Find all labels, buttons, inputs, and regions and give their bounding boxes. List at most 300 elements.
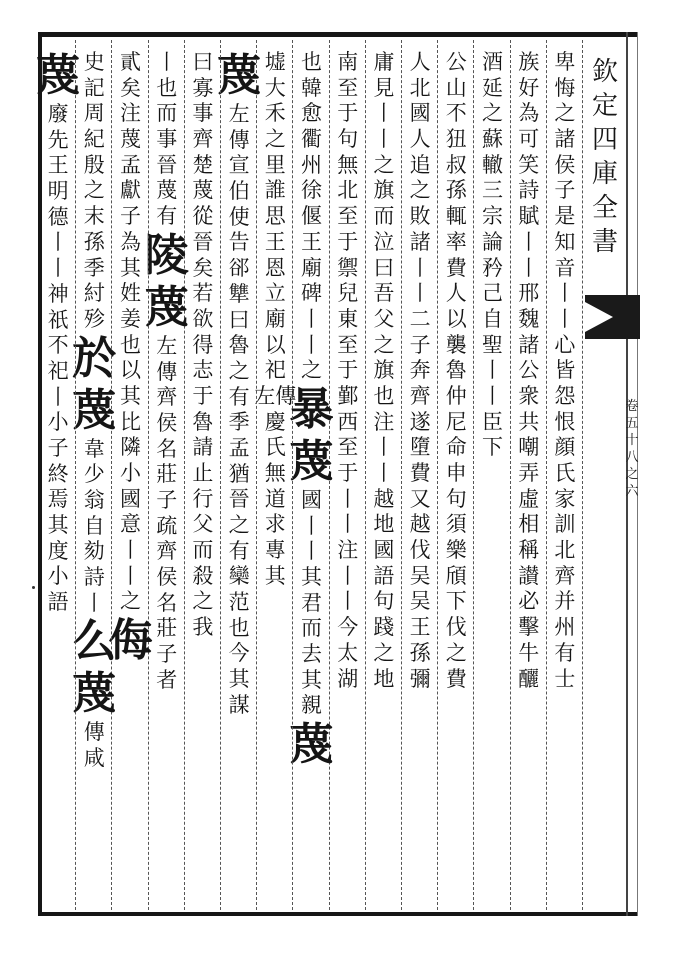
text-char: 獻 bbox=[120, 178, 141, 203]
text-char: 注 bbox=[337, 538, 359, 563]
text-char: 也 bbox=[228, 615, 250, 640]
text-char: 以 bbox=[445, 306, 467, 331]
text-char: 恩 bbox=[264, 255, 286, 280]
text-char: 至 bbox=[337, 332, 359, 357]
text-char: 訓 bbox=[554, 512, 576, 537]
text-char: 而 bbox=[301, 616, 322, 641]
margin-volume-number bbox=[624, 398, 640, 500]
text-char: 子 bbox=[156, 642, 178, 667]
text-char: 子 bbox=[120, 204, 141, 229]
text-char: 欒 bbox=[228, 564, 250, 589]
text-char: 請 bbox=[192, 435, 214, 460]
headword-char: 暴 bbox=[289, 383, 334, 435]
text-char: 名 bbox=[156, 590, 178, 615]
text-char: 之 bbox=[373, 640, 395, 665]
annotation-text: 左傳 bbox=[254, 383, 297, 408]
text-char: 其 bbox=[120, 383, 141, 408]
text-char: 為 bbox=[518, 101, 540, 126]
text-char: 虛 bbox=[518, 486, 540, 511]
text-char: 皆 bbox=[554, 358, 576, 383]
text-char: 句 bbox=[445, 486, 467, 511]
text-char: 西 bbox=[337, 409, 359, 434]
text-char: 氏 bbox=[554, 461, 576, 485]
text-char: 矣 bbox=[192, 255, 214, 280]
text-char: 于 bbox=[337, 358, 359, 383]
text-char: 里 bbox=[264, 152, 286, 177]
text-char: 小 bbox=[47, 564, 69, 589]
text-char: 恨 bbox=[554, 409, 576, 434]
text-char: 侯 bbox=[156, 410, 178, 435]
text-char: 思 bbox=[264, 204, 286, 229]
text-char: 曰 bbox=[373, 255, 395, 280]
margin-title-char: 庫 bbox=[591, 159, 618, 189]
text-char: 酒 bbox=[482, 50, 503, 74]
text-char: 國 bbox=[120, 486, 141, 511]
text-char: 公 bbox=[518, 358, 540, 383]
text-char: 小 bbox=[47, 410, 69, 435]
margin-book-title bbox=[585, 55, 625, 259]
text-char: 親 bbox=[301, 693, 322, 718]
text-char: 敗 bbox=[409, 204, 431, 229]
text-char: 欲 bbox=[192, 306, 214, 331]
text-char: 得 bbox=[192, 332, 214, 357]
text-char: 魯 bbox=[445, 358, 467, 383]
text-char: 地 bbox=[373, 512, 395, 537]
text-char: 無 bbox=[264, 461, 286, 485]
text-char: 祀 bbox=[264, 358, 286, 383]
text-char: 費 bbox=[445, 255, 467, 280]
text-char: 太 bbox=[337, 640, 359, 665]
margin-volume-char: 十 bbox=[625, 433, 639, 448]
text-char: 并 bbox=[554, 589, 576, 614]
text-column bbox=[289, 50, 334, 771]
text-char: 周 bbox=[83, 101, 105, 126]
text-char: 有 bbox=[156, 204, 178, 229]
text-char: 句 bbox=[337, 127, 359, 152]
text-char: 殄 bbox=[83, 306, 105, 331]
text-char: 曰 bbox=[192, 50, 214, 74]
text-char: 而 bbox=[156, 101, 178, 126]
text-char: 士 bbox=[554, 666, 576, 691]
text-char: 廟 bbox=[264, 306, 286, 331]
text-char: 諸 bbox=[518, 332, 540, 357]
margin-volume-char: 卷 bbox=[625, 399, 639, 414]
text-char: 謀 bbox=[228, 692, 250, 717]
text-char: 晉 bbox=[156, 152, 178, 177]
text-char: 詩 bbox=[83, 565, 105, 589]
headword-char: 蔑 bbox=[144, 281, 189, 333]
headword-char: 於 bbox=[72, 332, 117, 384]
text-char: 誰 bbox=[264, 178, 286, 203]
text-char: 丨 bbox=[301, 539, 322, 564]
text-char: 北 bbox=[337, 178, 359, 203]
text-char: 侯 bbox=[554, 152, 576, 177]
text-char: 齊 bbox=[156, 539, 178, 564]
text-char: 賦 bbox=[518, 204, 540, 229]
text-char: 丨 bbox=[301, 306, 322, 331]
text-char: 曰 bbox=[228, 307, 250, 332]
text-char: 人 bbox=[409, 127, 431, 152]
text-char: 自 bbox=[83, 513, 105, 538]
text-char: 稱 bbox=[518, 538, 540, 563]
text-char: 史 bbox=[83, 50, 105, 74]
text-char: 從 bbox=[192, 204, 214, 229]
text-char: 墟 bbox=[264, 50, 286, 74]
text-char: 有 bbox=[554, 640, 576, 665]
text-char: 求 bbox=[264, 512, 286, 537]
text-char: 事 bbox=[156, 127, 178, 152]
text-char: 季 bbox=[83, 255, 105, 280]
text-char: 也 bbox=[156, 75, 178, 100]
text-char: 北 bbox=[554, 538, 576, 563]
text-char: 庸 bbox=[373, 50, 395, 74]
text-char: 丨 bbox=[409, 255, 431, 280]
text-char: 踐 bbox=[373, 615, 395, 640]
text-char: 至 bbox=[337, 75, 359, 100]
text-char: 人 bbox=[409, 50, 431, 74]
text-char: 使 bbox=[228, 204, 250, 229]
text-char: 彌 bbox=[409, 666, 431, 691]
text-char: 追 bbox=[409, 152, 431, 177]
text-char: 其 bbox=[47, 513, 69, 537]
text-char: 韓 bbox=[301, 75, 322, 100]
text-char: 山 bbox=[445, 75, 467, 100]
text-char: 無 bbox=[337, 152, 359, 177]
text-char: 丨 bbox=[337, 589, 359, 614]
text-char: 丨 bbox=[373, 461, 395, 485]
text-char: 聖 bbox=[482, 332, 503, 357]
text-char: 地 bbox=[373, 666, 395, 691]
text-char: 卑 bbox=[554, 50, 576, 74]
margin-title-char: 定 bbox=[591, 91, 618, 121]
text-char: 遂 bbox=[409, 409, 431, 434]
text-char: 之 bbox=[228, 513, 250, 537]
text-char: 笑 bbox=[518, 152, 540, 177]
text-char: 子 bbox=[554, 178, 576, 203]
text-char: 轍 bbox=[482, 152, 503, 177]
text-char: 丨 bbox=[482, 358, 503, 383]
text-char: 丨 bbox=[518, 255, 540, 280]
text-char: 若 bbox=[192, 281, 214, 306]
text-char: 叔 bbox=[445, 152, 467, 177]
text-char: 鄞 bbox=[337, 383, 359, 408]
headword-char: 么 bbox=[72, 616, 117, 668]
text-char: 度 bbox=[47, 538, 69, 563]
text-char: 晉 bbox=[228, 487, 250, 512]
text-char: 北 bbox=[409, 75, 431, 100]
text-char: 于 bbox=[337, 229, 359, 254]
text-char: 小 bbox=[120, 461, 141, 485]
text-char: 好 bbox=[518, 75, 540, 100]
text-char: 丨 bbox=[373, 127, 395, 152]
text-char: 蘇 bbox=[482, 127, 503, 152]
text-char: 州 bbox=[301, 152, 322, 177]
text-column bbox=[510, 50, 548, 692]
text-char: 少 bbox=[83, 462, 105, 487]
text-char: 見 bbox=[373, 75, 395, 100]
text-char: 廟 bbox=[301, 255, 322, 280]
text-char: 王 bbox=[47, 153, 69, 178]
text-char: 齊 bbox=[409, 383, 431, 408]
text-char: 語 bbox=[373, 563, 395, 588]
text-char: 左 bbox=[156, 333, 178, 358]
text-char: 明 bbox=[47, 179, 69, 204]
text-char: 去 bbox=[301, 642, 322, 667]
text-char: 衢 bbox=[301, 127, 322, 152]
text-char: 蔑 bbox=[156, 178, 178, 203]
text-char: 偃 bbox=[301, 204, 322, 229]
text-char: 孟 bbox=[120, 152, 141, 177]
text-char: 不 bbox=[47, 333, 69, 358]
text-char: 魏 bbox=[518, 306, 540, 331]
text-char: 國 bbox=[373, 538, 395, 563]
text-char: 其 bbox=[228, 667, 250, 692]
headword-char: 蔑 bbox=[36, 50, 81, 101]
text-column bbox=[401, 50, 439, 692]
headword-char: 蔑 bbox=[72, 384, 117, 436]
text-char: 弄 bbox=[518, 461, 540, 485]
text-char: 語 bbox=[47, 590, 69, 615]
text-char: 終 bbox=[47, 461, 69, 486]
text-char: 殺 bbox=[192, 563, 214, 588]
text-char: 吴 bbox=[409, 589, 431, 614]
text-char: 尼 bbox=[445, 409, 467, 434]
text-char: 碑 bbox=[301, 281, 322, 306]
text-char: 今 bbox=[228, 641, 250, 666]
text-char: 丨 bbox=[301, 332, 322, 357]
text-char: 至 bbox=[337, 435, 359, 460]
text-char: 湖 bbox=[337, 666, 359, 691]
margin-volume-char: 八 bbox=[625, 450, 639, 465]
text-char: 楚 bbox=[192, 152, 214, 177]
text-char: 而 bbox=[192, 538, 214, 563]
text-char: 奔 bbox=[409, 358, 431, 383]
text-char: 告 bbox=[228, 230, 250, 255]
text-char: 丨 bbox=[83, 590, 105, 615]
text-char: 姜 bbox=[120, 306, 141, 331]
text-char: 愈 bbox=[301, 101, 322, 126]
text-char: 費 bbox=[445, 666, 467, 691]
margin-volume-char: 五 bbox=[625, 416, 639, 431]
text-char: 矜 bbox=[482, 255, 503, 280]
text-char: 丨 bbox=[482, 383, 503, 408]
text-char: 意 bbox=[120, 512, 141, 537]
text-char: 樂 bbox=[445, 538, 467, 563]
text-char: 德 bbox=[47, 204, 69, 229]
text-char: 釃 bbox=[518, 666, 540, 691]
text-char: 命 bbox=[445, 435, 467, 460]
text-char: 止 bbox=[192, 461, 214, 485]
text-char: 其 bbox=[264, 563, 286, 588]
text-char: 輒 bbox=[445, 204, 467, 229]
text-char: 先 bbox=[47, 127, 69, 152]
text-char: 祇 bbox=[47, 307, 69, 332]
text-char: 句 bbox=[373, 589, 395, 614]
text-char: 州 bbox=[554, 615, 576, 640]
text-column bbox=[329, 50, 367, 692]
text-char: 焉 bbox=[47, 487, 69, 512]
text-char: 不 bbox=[445, 101, 467, 126]
text-char: 紀 bbox=[83, 127, 105, 152]
text-char: 齊 bbox=[192, 127, 214, 152]
text-char: 子 bbox=[409, 332, 431, 357]
text-char: 王 bbox=[409, 615, 431, 640]
text-char: 丨 bbox=[373, 101, 395, 126]
text-char: 音 bbox=[554, 255, 576, 280]
text-char: 于 bbox=[337, 101, 359, 126]
text-char: 于 bbox=[337, 461, 359, 485]
text-char: 延 bbox=[482, 75, 503, 100]
text-column bbox=[36, 50, 81, 616]
headword-char: 蔑 bbox=[289, 435, 334, 487]
text-char: 丨 bbox=[156, 50, 178, 74]
text-char: 之 bbox=[120, 589, 141, 614]
text-char: 費 bbox=[409, 461, 431, 485]
text-char: 侯 bbox=[156, 565, 178, 589]
text-char: 之 bbox=[373, 332, 395, 357]
text-char: 劾 bbox=[83, 539, 105, 564]
text-char: 而 bbox=[373, 204, 395, 229]
text-column bbox=[217, 50, 262, 719]
text-char: 傳 bbox=[83, 720, 105, 745]
headword-char: 蔑 bbox=[289, 719, 334, 771]
text-char: 伯 bbox=[228, 179, 250, 204]
text-char: 晉 bbox=[192, 229, 214, 254]
text-char: 之 bbox=[83, 178, 105, 203]
text-char: 之 bbox=[301, 358, 322, 383]
text-char: 疏 bbox=[156, 513, 178, 538]
text-char: 行 bbox=[192, 486, 214, 511]
text-char: 蔑 bbox=[192, 178, 214, 203]
text-char: 之 bbox=[482, 101, 503, 126]
text-char: 仲 bbox=[445, 383, 467, 408]
text-char: 以 bbox=[264, 332, 286, 357]
text-char: 莊 bbox=[156, 616, 178, 641]
text-char: 有 bbox=[228, 538, 250, 563]
text-char: 丨 bbox=[47, 256, 69, 281]
text-char: 伐 bbox=[409, 538, 431, 563]
text-char: 相 bbox=[518, 512, 540, 537]
text-char: 南 bbox=[337, 50, 359, 74]
text-char: 徐 bbox=[301, 178, 322, 203]
text-char: 犨 bbox=[228, 281, 250, 306]
margin-title-char: 四 bbox=[591, 125, 618, 155]
text-char: 族 bbox=[518, 50, 540, 74]
margin-title-char: 欽 bbox=[591, 57, 618, 87]
text-char: 記 bbox=[83, 75, 105, 100]
text-char: 之 bbox=[192, 589, 214, 614]
text-char: 家 bbox=[554, 486, 576, 511]
text-char: 邢 bbox=[518, 281, 540, 306]
text-char: 隣 bbox=[120, 435, 141, 460]
text-char: 神 bbox=[47, 281, 69, 306]
text-char: 牛 bbox=[518, 640, 540, 665]
text-char: 詩 bbox=[518, 178, 540, 203]
text-char: 也 bbox=[373, 383, 395, 408]
text-char: 郤 bbox=[228, 256, 250, 281]
text-char: 莊 bbox=[156, 462, 178, 487]
text-char: 衆 bbox=[518, 383, 540, 408]
text-char: 孫 bbox=[83, 229, 105, 254]
text-char: 國 bbox=[409, 101, 431, 126]
text-column bbox=[108, 50, 153, 667]
text-char: 魯 bbox=[192, 409, 214, 434]
text-char: 殷 bbox=[83, 152, 105, 177]
text-char: 咸 bbox=[83, 746, 105, 771]
text-char: 其 bbox=[301, 667, 322, 692]
text-char: 諸 bbox=[409, 229, 431, 254]
text-char: 頎 bbox=[445, 563, 467, 588]
text-column bbox=[254, 50, 297, 589]
text-char: 兒 bbox=[337, 281, 359, 306]
frame-top-border bbox=[38, 32, 638, 37]
text-char: 大 bbox=[264, 75, 286, 100]
text-char: 丨 bbox=[337, 512, 359, 537]
text-char: 范 bbox=[228, 590, 250, 615]
text-char: 二 bbox=[409, 306, 431, 331]
text-char: 共 bbox=[518, 409, 540, 434]
text-char: 心 bbox=[554, 332, 576, 357]
text-char: 也 bbox=[120, 332, 141, 357]
text-char: 東 bbox=[337, 306, 359, 331]
text-char: 貳 bbox=[120, 50, 141, 74]
text-char: 季 bbox=[228, 410, 250, 435]
text-char: 比 bbox=[120, 409, 141, 434]
text-char: 者 bbox=[156, 667, 178, 692]
text-char: 韋 bbox=[83, 436, 105, 461]
frame-bottom-border bbox=[38, 912, 638, 916]
text-char: 子 bbox=[47, 435, 69, 460]
text-char: 墮 bbox=[409, 435, 431, 460]
text-column bbox=[437, 50, 475, 692]
text-char: 禾 bbox=[264, 101, 286, 126]
text-char: 悔 bbox=[554, 75, 576, 100]
text-char: 公 bbox=[445, 50, 467, 74]
text-char: 今 bbox=[337, 615, 359, 640]
text-char: 丨 bbox=[120, 538, 141, 563]
text-char: 丨 bbox=[47, 384, 69, 409]
text-char: 左 bbox=[228, 102, 250, 126]
text-char: 旗 bbox=[373, 358, 395, 383]
text-char: 慶 bbox=[264, 409, 286, 434]
text-char: 傳 bbox=[156, 359, 178, 384]
text-char: 怨 bbox=[554, 383, 576, 408]
text-char: 知 bbox=[554, 229, 576, 254]
text-char: 丨 bbox=[301, 513, 322, 538]
text-char: 矣 bbox=[120, 75, 141, 100]
text-char: 讃 bbox=[518, 563, 540, 588]
text-char: 其 bbox=[301, 565, 322, 589]
text-char: 專 bbox=[264, 538, 286, 563]
text-char: 丨 bbox=[120, 563, 141, 588]
margin-volume-char: 之 bbox=[625, 467, 639, 482]
headword-char: 蔑 bbox=[72, 668, 117, 720]
text-char: 立 bbox=[264, 281, 286, 306]
text-char: 可 bbox=[518, 127, 540, 152]
margin-volume-char: 六 bbox=[625, 484, 639, 499]
text-char: 志 bbox=[192, 358, 214, 383]
text-char: 父 bbox=[373, 306, 395, 331]
text-char: 越 bbox=[409, 512, 431, 537]
text-char: 君 bbox=[301, 590, 322, 615]
text-char: 以 bbox=[120, 358, 141, 383]
text-char: 至 bbox=[337, 204, 359, 229]
text-char: 氏 bbox=[264, 435, 286, 460]
text-char: 父 bbox=[192, 512, 214, 537]
ink-speck bbox=[32, 586, 35, 589]
text-char: 是 bbox=[554, 204, 576, 229]
text-char: 孫 bbox=[409, 640, 431, 665]
